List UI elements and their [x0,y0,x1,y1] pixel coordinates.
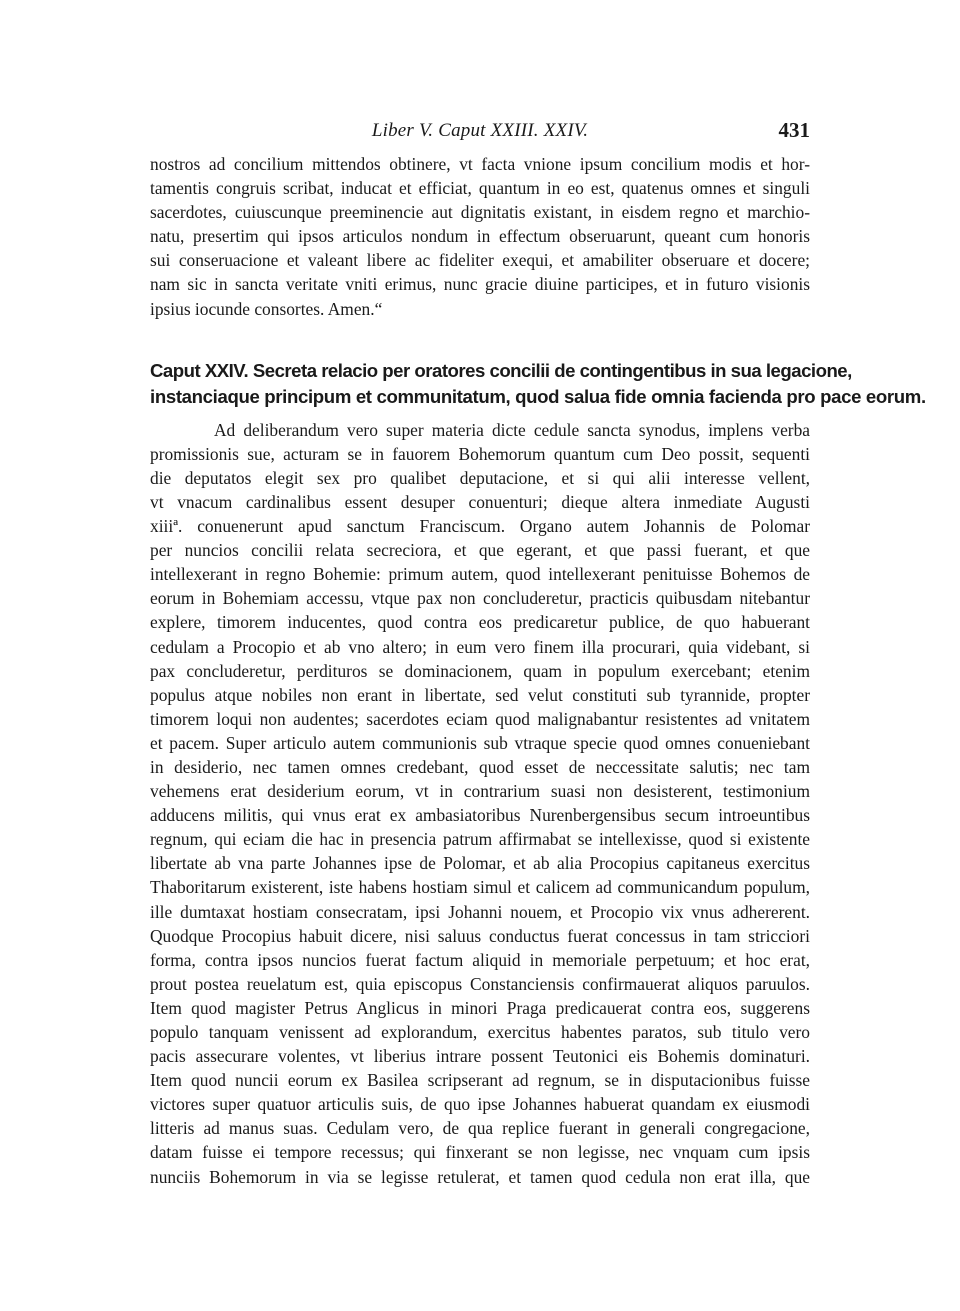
text-line: Quodque Procopius habuit dicere, nisi saluus conductus fuerat concessus in tam stricciori [150,925,810,946]
text-line: in desiderio, nec tamen omnes credebant, quod esset de neccessitate salutis; nec tam [150,756,810,777]
text-line: regnum, qui eciam die hac in presencia patrum affirmabat se intellexisse, quod si existente [150,829,810,850]
text-line: ipsius iocunde consortes. Amen.“ [150,298,383,319]
text-line: die deputatos elegit sex pro qualibet deputacione, et si qui alii interesse vellent, [150,467,810,488]
text-line: sui conseruacione et valeant libere ac fideliter exequi, et amabiliter obseruare et docere; [150,250,810,271]
chapter-heading [150,358,926,410]
text-line: explere, timorem inducentes, quod contra eos predicaretur publice, de quo habuerant [150,612,810,633]
text-line: datam fuisse ei tempore recessus; qui finxerant se non legisse, nec vnquam cum ipsis [150,1142,810,1163]
text-line: nam sic in sancta veritate vniti erimus, nunc gracie diuine participes, et in futuro visionis [150,274,810,295]
text-line: xiiiª. conuenerunt apud sanctum Franciscum. Organo autem Johannis de Polomar [150,516,810,537]
text-line: sacerdotes, cuiuscunque preeminencie aut dignitatis existant, in eisdem regno et marchio- [150,202,810,223]
running-title: Liber V. Caput XXIII. XXIV. [371,120,589,141]
text-line: timorem loqui non audentes; sacerdotes eciam quod malignabantur resistentes ad vnitatem [150,708,810,729]
text-line: intellexerant in regno Bohemie: primum autem, quod intellexerant penituisse Bohemos de [150,564,810,585]
text-line: et pacem. Super articulo autem communionis sub vtraque specie quod omnes conueniebant [150,732,810,753]
text-line: adducens militis, qui vnus erat ex ambasiatoribus Nurenbergensibus secum introeuntibus [150,805,810,826]
text-line: populo tanquam venissent ad explorandum, exercitus habentes paratos, sub titulo vero [150,1022,810,1042]
running-header [150,118,810,148]
text-line: per nuncios concilii relata secreciora, et que egerant, et que passi fuerant, et que [150,540,810,561]
text-line: tamentis congruis scribat, inducat et efficiat, quantum in eo est, quatenus omnes et singuli [150,178,810,199]
text-line: populus atque nobiles non erant in libertate, sed velut constituti sub tyrannide, propter [150,684,810,705]
text-line: nunciis Bohemorum in via se legisse retulerat, et tamen quod cedula non erat illa, que [150,1166,810,1187]
text-line: Thaboritarum existerent, iste habens hostiam simul et calicem ad communicandum populum, [150,877,810,898]
text-line: forma, contra ipsos nuncios fuerat factum aliquid in memoriale perpetuum; et hoc erat, [150,949,810,970]
text-line: litteris ad manus suas. Cedulam vero, de qua replice fuerant in generali congregacione, [150,1118,810,1139]
text-line: Item quod nuncii eorum ex Basilea scripserant ad regnum, se in disputacionibus fuisse [150,1070,810,1091]
text-line: libertate ab vna parte Johannes ipse de Polomar, et ab alia Procopius capitaneus exercitus [150,853,810,874]
page-number: 431 [778,118,810,142]
text-line: vehemens erat desiderium eorum, vt in contrarium suasi non desisterent, testimonium [150,781,810,802]
text-line: natu, presertim qui ipsos articulos nondum in effectum obseruarunt, queant cum honoris [150,226,810,247]
text-line: pax concluderetur, perdituros se dominacionem, quam in populum exercebant; etenim [150,660,810,681]
text-line: pacis assecurare volentes, vt liberius intrare possent Teutonici eis Bohemis dominaturi. [150,1046,810,1067]
text-line: cedulam a Procopio et ab vno altero; in eum vero finem illa procurari, quia videbant, si [150,636,810,657]
text-line: promissionis sue, acturam se in fauorem Bohemorum quantum cum Deo possit, sequenti [150,443,810,464]
text-line: Item quod magister Petrus Anglicus in minori Praga predicauerat contra eos, suggerens [150,997,810,1018]
text-line: ille dumtaxat hostiam consecratam, ipsi Johanni nouem, et Procopio vix vnus adhererent. [150,901,810,922]
text-line: eorum in Bohemiam accessu, vtque pax non concluderetur, practicis quibusdam nitebantur [150,588,810,609]
chapter-heading-line: Caput XXIV. Secreta relacio per oratores concilii de contingentibus in sua legacione, [150,359,852,381]
text-line: nostros ad concilium mittendos obtinere, vt facta vnione ipsum concilium modis et hor- [150,154,810,174]
book-page [150,118,926,1189]
text-line: victores super quatuor articulis suis, de quo ipse Johannes habuerat quandam ex eiusmodi [150,1094,810,1115]
text-line: vt vnacum cardinalibus essent desuper conuenturi; dieque altera inmediate Augusti [150,491,810,512]
chapter-heading-line: instanciaque principum et communitatum, quod salua fide omnia facienda pro pace eorum. [150,385,926,407]
intro-paragraph [150,152,810,321]
chapter-body [150,418,810,1189]
text-line: prout postea reuelatum est, quia episcopus Constanciensis confirmauerat aliquos paruulos. [150,973,810,994]
text-line: Ad deliberandum vero super materia dicte cedule sancta synodus, implens verba [214,419,810,440]
